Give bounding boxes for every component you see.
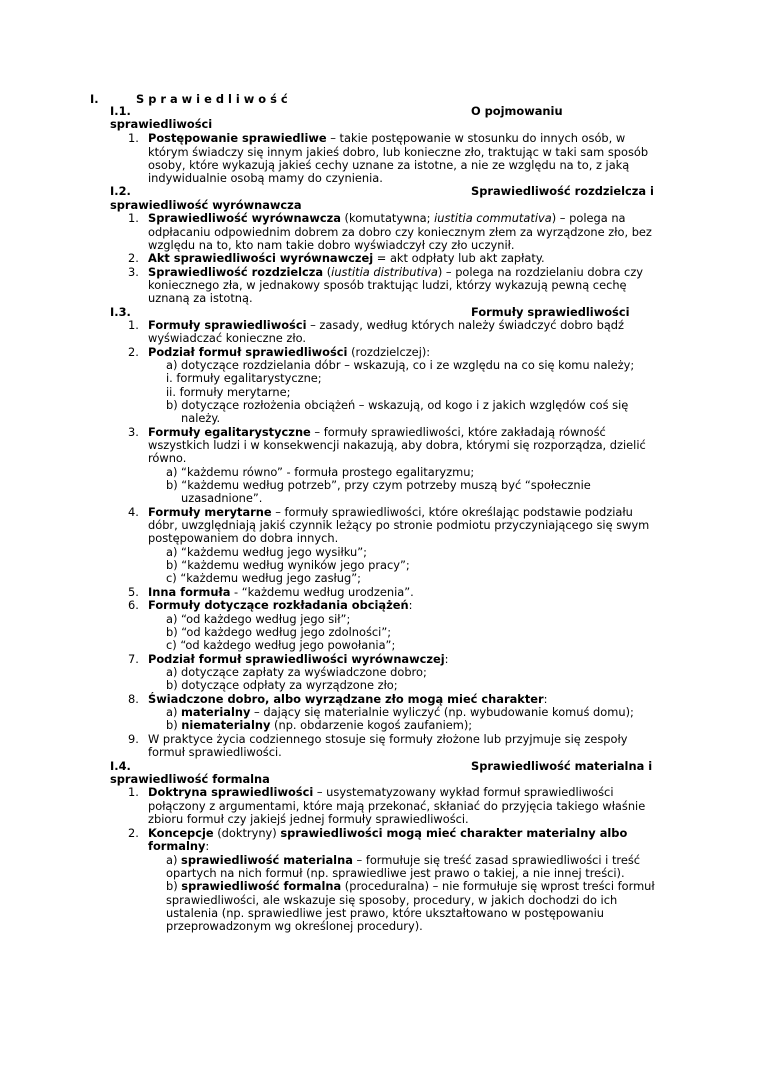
section-title-cont: sprawiedliwości [110, 117, 213, 131]
list-number: 2. [128, 345, 139, 359]
list-number: 8. [128, 692, 139, 706]
list-item [148, 251, 545, 265]
sub-item [166, 853, 640, 867]
list-item [148, 785, 613, 799]
term: Formuły egalitarystyczne [148, 425, 311, 439]
text-line: koniecznego zła, w jednakowy sposób traktując ludzi, którzy wykazują pewną cechę [148, 278, 627, 292]
sub-item [166, 705, 634, 719]
list-number: 2. [128, 826, 139, 840]
text: ) – polega na [551, 211, 626, 225]
text-line: odpłacaniu odpowiednim dobrem za dobro czy koniecznym złem za wyrządzone zło, bez [148, 225, 652, 239]
text: (np. obdarzenie kogoś zaufaniem); [270, 718, 473, 732]
list-number: 3. [128, 265, 139, 279]
section-title: Sprawiedliwość materialna i [471, 759, 653, 773]
marker: b) [166, 718, 182, 732]
term: Podział formuł sprawiedliwości [148, 345, 348, 359]
text-line: osoby, które wykazują jakieś cechy uznane za istotne, a nie ze względu na to, z jaką [148, 158, 630, 172]
list-item [148, 131, 625, 145]
text: : [205, 839, 210, 853]
section-title-cont: sprawiedliwość formalna [110, 772, 270, 786]
text: (doktryny) [213, 826, 281, 840]
text-line: opartych na nich formuł (np. sprawiedliwe jest prawo o takiej, a nie innej treści). [166, 866, 625, 880]
sub-item: b) “każdemu według potrzeb”, przy czym potrzeby muszą być “społecznie [166, 478, 591, 492]
text-line: wyświadczać konieczne zło. [148, 331, 307, 345]
text-line: względu na to, kto nam takie dobro wyświadczył czy zło uczynił. [148, 238, 515, 252]
section-title: Formuły sprawiedliwości [471, 305, 630, 319]
marker: b) [166, 879, 182, 893]
text-line: wszystkich ludzi i w konsekwencji nakazują, aby dobra, którymi się rozporządza, dzielić [148, 438, 646, 452]
term: sprawiedliwość formalna [181, 879, 342, 893]
text-line: dóbr, uwzględniają jakiś czynnik leżący po stronie podmiotu przyczyniającego się swym [148, 518, 650, 532]
sub-item: a) dotyczące rozdzielania dóbr – wskazują, co i ze względu na co się komu należy; [166, 358, 635, 372]
term: Doktryna sprawiedliwości [148, 785, 314, 799]
list-number: 7. [128, 652, 139, 666]
sub-item [166, 879, 655, 893]
text: : [408, 598, 413, 612]
section-number: I.4. [110, 759, 131, 773]
text-line: należy. [181, 411, 221, 425]
text: (rozdzielczej): [347, 345, 431, 359]
text-line: uzasadnione”. [181, 491, 263, 505]
sub-item: b) dotyczące rozłożenia obciążeń – wskazują, od kogo i z jakich względów coś się [166, 398, 629, 412]
sub-item [166, 718, 472, 732]
term: Formuły merytarne [148, 505, 272, 519]
term: Sprawiedliwość wyrównawcza [148, 211, 341, 225]
list-item [148, 211, 626, 225]
term: sprawiedliwości mogą mieć charakter materialny albo [280, 826, 628, 840]
text-line: indywidualnie osobą mamy do czynienia. [148, 171, 383, 185]
section-number: I.3. [110, 305, 131, 319]
list-item [148, 652, 449, 666]
latin-term: iustitia distributiva [331, 265, 438, 279]
text: – formuły sprawiedliwości, które zakładają równość [310, 425, 606, 439]
chapter-title: Sprawiedliwość [136, 92, 292, 106]
text-line: którym świadczy się innym jakieś dobro, lub konieczne zło, traktując w taki sam sposób [148, 145, 649, 159]
list-item [148, 598, 412, 612]
text: – takie postępowanie w stosunku do innych osób, w [326, 131, 626, 145]
list-number: 9. [128, 732, 139, 746]
sub-item: a) “każdemu równo” - formuła prostego egalitaryzmu; [166, 465, 475, 479]
list-number: 5. [128, 585, 139, 599]
marker: a) [166, 853, 182, 867]
marker: a) [166, 705, 182, 719]
list-item [148, 425, 606, 439]
list-number: 1. [128, 785, 139, 799]
list-item [148, 345, 430, 359]
text-line: równo. [148, 451, 187, 465]
text-line: sprawiedliwości, ale wskazuje się sposoby, procedury, w jakich dochodzi do ich [166, 893, 618, 907]
sub-item: a) “od każdego według jego sił”; [166, 612, 351, 626]
sub-item: b) “od każdego według jego zdolności”; [166, 625, 392, 639]
text: - “każdemu według urodzenia”. [230, 585, 414, 599]
text: ) – polega na rozdzielaniu dobra czy [437, 265, 644, 279]
list-number: 1. [128, 211, 139, 225]
sub-item: a) “każdemu według jego wysiłku”; [166, 545, 367, 559]
section-number: I.2. [110, 184, 131, 198]
text: – usystematyzowany wykład formuł sprawiedliwości [313, 785, 614, 799]
text: : [543, 692, 548, 706]
text: (komutatywna; [340, 211, 435, 225]
section-number: I.1. [110, 104, 131, 118]
list-number: 3. [128, 425, 139, 439]
list-number: 6. [128, 598, 139, 612]
list-number: 1. [128, 131, 139, 145]
section-title-cont: sprawiedliwość wyrównawcza [110, 198, 302, 212]
sub-item: a) dotyczące zapłaty za wyświadczone dobro; [166, 665, 427, 679]
list-item [148, 505, 633, 519]
text-line: formuł sprawiedliwości. [148, 745, 282, 759]
term: Formuły dotyczące rozkładania obciążeń [148, 598, 409, 612]
list-number: 1. [128, 318, 139, 332]
term: Inna formuła [148, 585, 231, 599]
sub-sub-item: i. formuły egalitarystyczne; [166, 371, 322, 385]
term: Akt sprawiedliwości wyrównawczej [148, 251, 374, 265]
list-item [148, 826, 627, 840]
term: Świadczone dobro, albo wyrządzane zło mogą mieć charakter [148, 692, 544, 706]
term: sprawiedliwość materialna [181, 853, 353, 867]
list-item [148, 585, 414, 599]
text: (proceduralna) – nie formułuje się wprost treści formuł [341, 879, 655, 893]
section-title: Sprawiedliwość rozdzielcza i [471, 184, 654, 198]
text-line: postępowaniem do dobra innych. [148, 531, 339, 545]
term: Sprawiedliwość rozdzielcza [148, 265, 324, 279]
text: : [444, 652, 449, 666]
text-line: przeprowadzonym wg określonej procedury). [166, 919, 423, 933]
text: ( [323, 265, 332, 279]
text: – dający się materialnie wyliczyć (np. wybudowanie komuś domu); [250, 705, 634, 719]
sub-item: c) “każdemu według jego zasług”; [166, 571, 361, 585]
sub-item: b) “każdemu według wyników jego pracy”; [166, 558, 410, 572]
sub-sub-item: ii. formuły merytarne; [166, 385, 291, 399]
text-line [148, 839, 209, 853]
text: – formuły sprawiedliwości, które określając podstawie podziału [271, 505, 633, 519]
text-line: ustalenia (np. sprawiedliwe jest prawo, które ukształtowano w postępowaniu [166, 906, 605, 920]
term: Postępowanie sprawiedliwe [148, 131, 327, 145]
term: Podział formuł sprawiedliwości wyrównawczej [148, 652, 445, 666]
text: = akt odpłaty lub akt zapłaty. [373, 251, 545, 265]
section-title: O pojmowaniu [471, 104, 563, 118]
term: formalny [148, 839, 206, 853]
list-number: 2. [128, 251, 139, 265]
list-number: 4. [128, 505, 139, 519]
latin-term: iustitia commutativa [434, 211, 552, 225]
sub-item: b) dotyczące odpłaty za wyrządzone zło; [166, 678, 398, 692]
term: Koncepcje [148, 826, 214, 840]
list-item [148, 318, 624, 332]
text: – zasady, według których należy świadczyć dobro bądź [306, 318, 625, 332]
list-item [148, 265, 643, 279]
list-item [148, 692, 547, 706]
sub-item: c) “od każdego według jego powołania”; [166, 638, 396, 652]
text-line: połączony z argumentami, które mają przekonać, skłaniać do przyjęcia takiego właśnie [148, 799, 646, 813]
chapter-number: I. [90, 92, 99, 106]
text-line: W praktyce życia codziennego stosuje się formuły złożone lub przyjmuje się zespoły [148, 732, 628, 746]
term: Formuły sprawiedliwości [148, 318, 307, 332]
text-line: uznaną za istotną. [148, 291, 253, 305]
term: niematerialny [181, 718, 271, 732]
term: materialny [181, 705, 251, 719]
text-line: zbioru formuł czy jakiejś jednej formuły sprawiedliwości. [148, 812, 469, 826]
text: – formułuje się treść zasad sprawiedliwości i treść [352, 853, 641, 867]
